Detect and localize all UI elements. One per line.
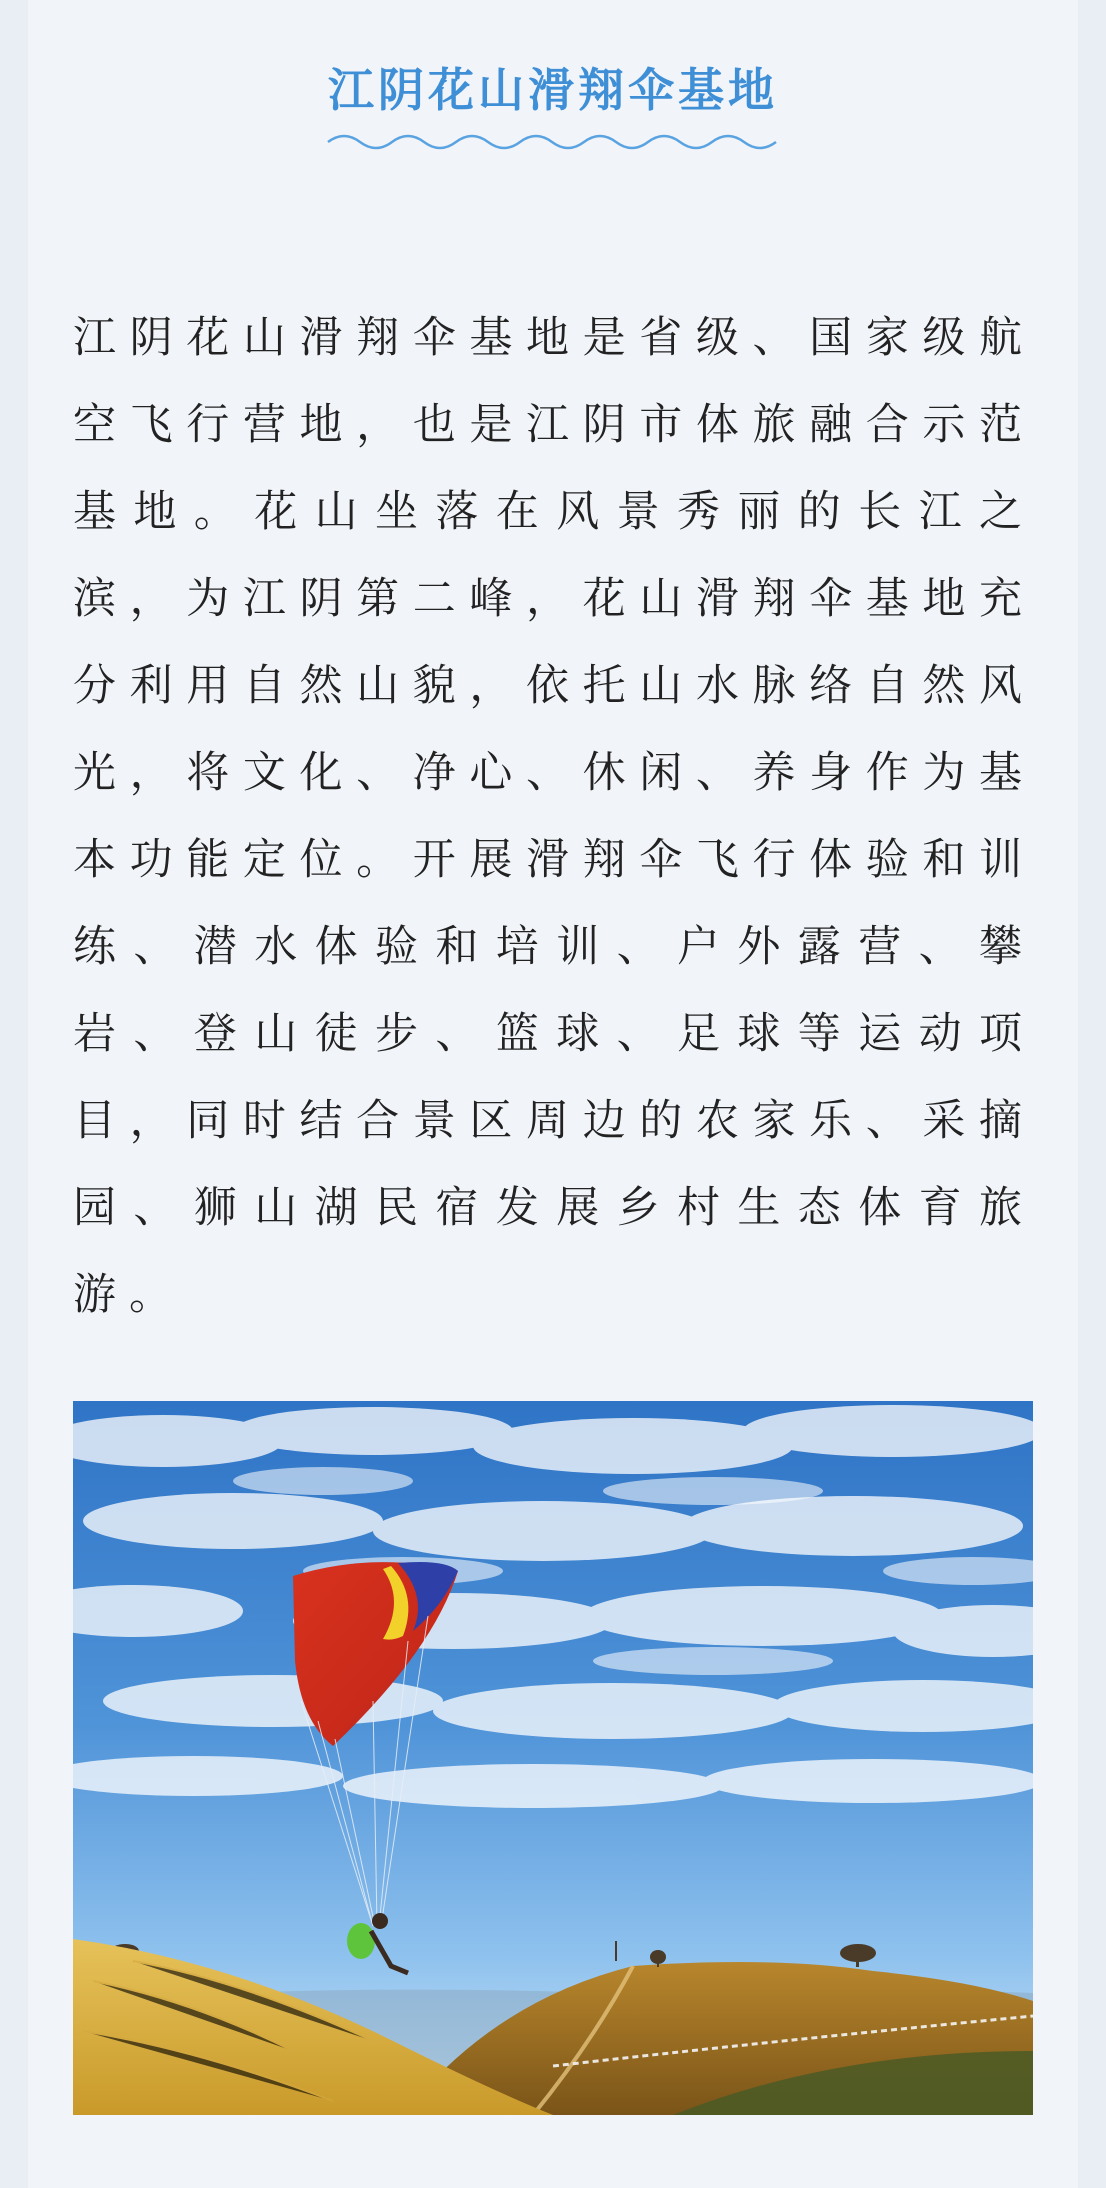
wave-divider-icon xyxy=(326,128,780,158)
title-container xyxy=(28,60,1078,120)
article-page xyxy=(28,0,1078,2188)
paragliding-photo xyxy=(73,1401,1033,2115)
article-body: 江阴花山滑翔伞基地是省级、国家级航空飞行营地，也是江阴市体旅融合示范基地。花山坐落在风景秀丽的长江之滨，为江阴第二峰，花山滑翔伞基地充分利用自然山貌，依托山水脉络自然风光，将文化、净心、休闲、养身作为基本功能定位。开展滑翔伞飞行体验和训练、潜水体验和培训、户外露营、攀岩、登山徒步、篮球、足球等运动项目，同时结合景区周边的农家乐、采摘园、狮山湖民宿发展乡村生态体育旅游。 xyxy=(73,313,1035,1320)
page-title: 江阴花山滑翔伞基地 xyxy=(328,63,778,117)
